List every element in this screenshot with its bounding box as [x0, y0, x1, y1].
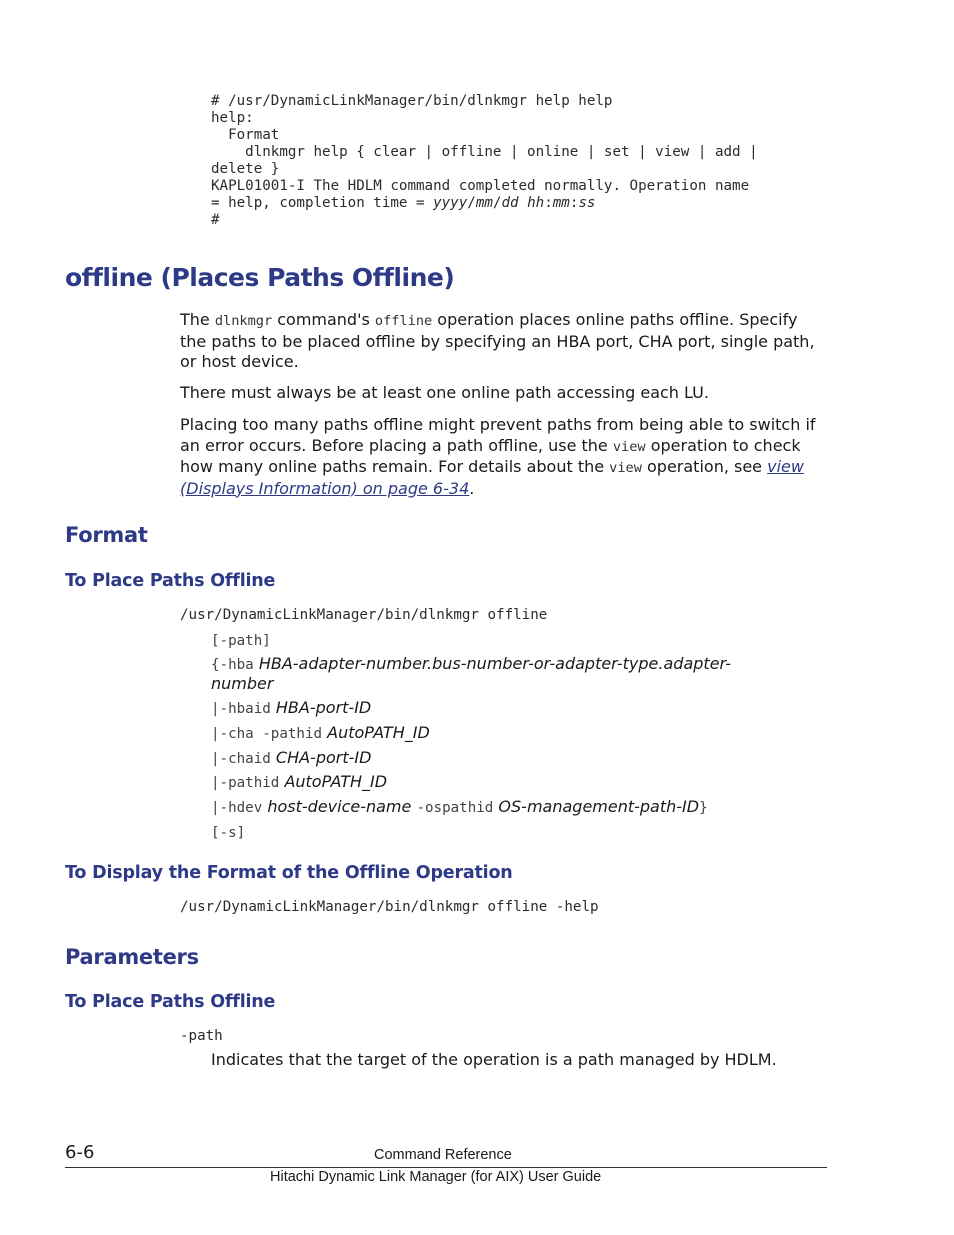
option-argument: AutoPATH_ID [284, 772, 388, 791]
separator: . [427, 654, 433, 673]
page-number: 6-6 [65, 1142, 95, 1163]
option-cha [211, 723, 430, 742]
code-line-completion [211, 195, 595, 212]
text: Placing too many paths offline might prevent paths from being able to switch if an error occurs. Before placing a path offline, use the [180, 415, 816, 455]
option-keyword: [-s] [211, 825, 246, 841]
intro-paragraph-3 [180, 415, 825, 499]
text: operation places online paths offline. Specify the paths to be placed offline by specifying an HBA port, CHA port, single path, or host device. [180, 310, 815, 371]
option-argument: OS-management-path-ID [498, 797, 700, 816]
code-line: KAPL01001-I The HDLM command completed normally. Operation name [211, 178, 750, 194]
time-hh: hh [527, 195, 545, 211]
inline-code: view [609, 460, 642, 476]
inline-code: dlnkmgr [214, 313, 273, 329]
intro-paragraph-1 [180, 310, 825, 373]
time-sep: : [569, 195, 579, 211]
code-line: # /usr/DynamicLinkManager/bin/dlnkmgr help help [211, 93, 613, 109]
option-argument: bus-number-or-adapter-type [432, 654, 659, 673]
inline-code: offline [374, 313, 433, 329]
option-keyword: {-hba [211, 657, 254, 673]
help-command: /usr/DynamicLinkManager/bin/dlnkmgr offline -help [180, 899, 599, 915]
code-line: dlnkmgr help { clear | offline | online | set | view | add | [211, 144, 758, 160]
time-yyyy: yyyy [433, 195, 468, 211]
cross-reference-link[interactable]: view (Displays Information) on page 6-34 [180, 457, 804, 498]
code-line: # [211, 212, 220, 228]
text: command's [272, 310, 375, 329]
option-hdev [211, 797, 708, 816]
time-dd: dd [501, 195, 519, 211]
time-mm: mm [475, 195, 493, 211]
option-hbaid [211, 698, 371, 717]
parameters-place-heading: To Place Paths Offline [65, 992, 276, 1012]
option-hba-continued [211, 674, 273, 693]
code-line: Format [211, 127, 280, 143]
option-keyword: |-cha -pathid [211, 726, 323, 742]
time-sep: : [544, 195, 553, 211]
code-line: = help, completion time = [211, 195, 434, 211]
command-path: /usr/DynamicLinkManager/bin/dlnkmgr offline [180, 607, 548, 623]
time-sep: / [492, 195, 502, 211]
time-sep: / [467, 195, 476, 211]
text: operation to check how many online paths remain. For details about the [180, 435, 801, 476]
footer-divider [65, 1167, 827, 1168]
option-keyword: |-hdev [211, 800, 263, 816]
option-keyword: -ospathid [416, 800, 494, 816]
time-min: mm [552, 195, 570, 211]
option-chaid [211, 748, 371, 767]
inline-code: view [612, 438, 646, 455]
parameter-name: -path [180, 1028, 223, 1044]
option-argument: host-device-name [267, 797, 412, 816]
parameter-description: Indicates that the target of the operation is a path managed by HDLM. [211, 1050, 777, 1069]
parameters-heading: Parameters [65, 945, 199, 969]
option-argument: CHA-port-ID [275, 748, 372, 767]
footer-section: Command Reference [374, 1147, 512, 1163]
intro-paragraph-2: There must always be at least one online path accessing each LU. [180, 383, 709, 402]
code-line: delete } [211, 161, 280, 177]
option-keyword: |-hbaid [211, 701, 271, 717]
format-heading: Format [65, 523, 148, 547]
option-path [211, 630, 271, 649]
code-line: help: [211, 110, 254, 126]
option-argument: adapter- [663, 654, 732, 673]
display-format-heading: To Display the Format of the Offline Operation [65, 863, 513, 883]
option-keyword: } [699, 800, 708, 816]
time-ss: ss [578, 195, 596, 211]
option-hba [211, 654, 731, 673]
footer-book-title: Hitachi Dynamic Link Manager (for AIX) User Guide [270, 1169, 602, 1185]
time-space [519, 195, 528, 211]
separator: . [658, 654, 664, 673]
option-argument: AutoPATH_ID [327, 723, 430, 742]
place-paths-offline-heading: To Place Paths Offline [65, 571, 276, 591]
option-keyword: |-pathid [211, 775, 280, 791]
option-s [211, 822, 245, 841]
text: The [180, 310, 215, 329]
option-keyword: [-path] [211, 633, 271, 649]
option-keyword: |-chaid [211, 751, 271, 767]
section-title: offline (Places Paths Offline) [65, 263, 455, 292]
text: . [469, 478, 475, 498]
option-argument: HBA-adapter-number [258, 654, 428, 673]
option-argument: number [211, 674, 274, 693]
option-pathid [211, 772, 387, 791]
option-argument: HBA-port-ID [275, 698, 372, 717]
text: operation, see [641, 457, 768, 476]
